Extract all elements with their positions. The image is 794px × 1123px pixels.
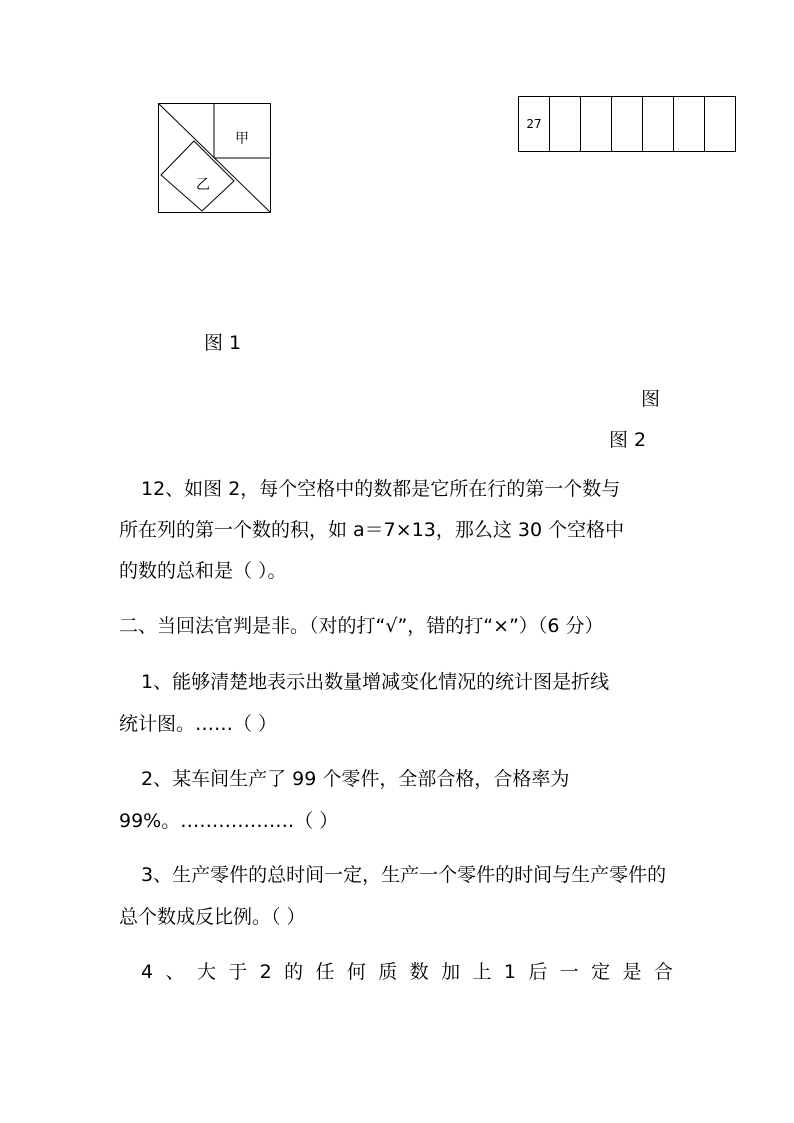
grid-cell (643, 97, 674, 152)
figure-2-grid (518, 96, 736, 152)
grid-cell (581, 97, 612, 152)
figure-1-label-yi: 乙 (196, 177, 210, 193)
grid-cell (612, 97, 643, 152)
item-4-line-1 (141, 963, 673, 982)
figure-2-caption-fragment: 图 (641, 388, 661, 410)
grid-cell (674, 97, 705, 152)
item-4-char: 2 (259, 961, 272, 983)
item-4-char: 合 (653, 961, 673, 983)
item-4-char: 任 (315, 961, 335, 983)
item-4-char: 后 (528, 961, 548, 983)
figure-1 (158, 103, 272, 213)
item-4-char: 定 (591, 961, 611, 983)
figure-1-diagram (158, 103, 272, 213)
item-4-char: 何 (346, 961, 366, 983)
item-1-line-2: 统计图。……（ ） (119, 713, 278, 735)
figure-1-caption: 图 1 (204, 332, 242, 354)
item-4-char: 数 (409, 961, 429, 983)
item-4-char: 、 (165, 961, 185, 983)
item-4-char: 质 (378, 961, 398, 983)
item-4-char: 一 (559, 961, 579, 983)
item-4-char: 1 (503, 961, 516, 983)
item-3-line-1: 3、生产零件的总时间一定，生产一个零件的时间与生产零件的 (141, 864, 667, 886)
figure-2 (518, 96, 736, 152)
item-4-char: 于 (228, 961, 248, 983)
item-2-line-1: 2、某车间生产了 99 个零件，全部合格，合格率为 (141, 768, 570, 790)
grid-cell (550, 97, 581, 152)
figure-2-caption: 图 2 (609, 429, 647, 451)
section-2-heading: 二、当回法官判是非。（对的打“√”，错的打“×”）（6 分） (119, 615, 604, 637)
item-1-line-1: 1、能够清楚地表示出数量增减变化情况的统计图是折线 (141, 671, 610, 693)
item-4-char: 上 (472, 961, 492, 983)
item-4-char: 是 (622, 961, 642, 983)
item-4-char: 加 (441, 961, 461, 983)
figure-1-label-jia: 甲 (235, 131, 249, 147)
q12-line-2: 所在列的第一个数的积，如 a＝7×13，那么这 30 个空格中 (119, 519, 625, 541)
grid-cell: 27 (519, 97, 550, 152)
item-4-char: 大 (196, 961, 216, 983)
item-2-line-2: 99%。………………（ ） (119, 810, 339, 832)
grid-cell (705, 97, 736, 152)
q12-line-3: 的数的总和是（ ）。 (119, 560, 287, 582)
item-4-char: 的 (284, 961, 304, 983)
item-3-line-2: 总个数成反比例。（ ） (119, 906, 306, 928)
item-4-char: 4 (141, 961, 154, 983)
q12-line-1: 12、如图 2，每个空格中的数都是它所在行的第一个数与 (141, 478, 621, 500)
